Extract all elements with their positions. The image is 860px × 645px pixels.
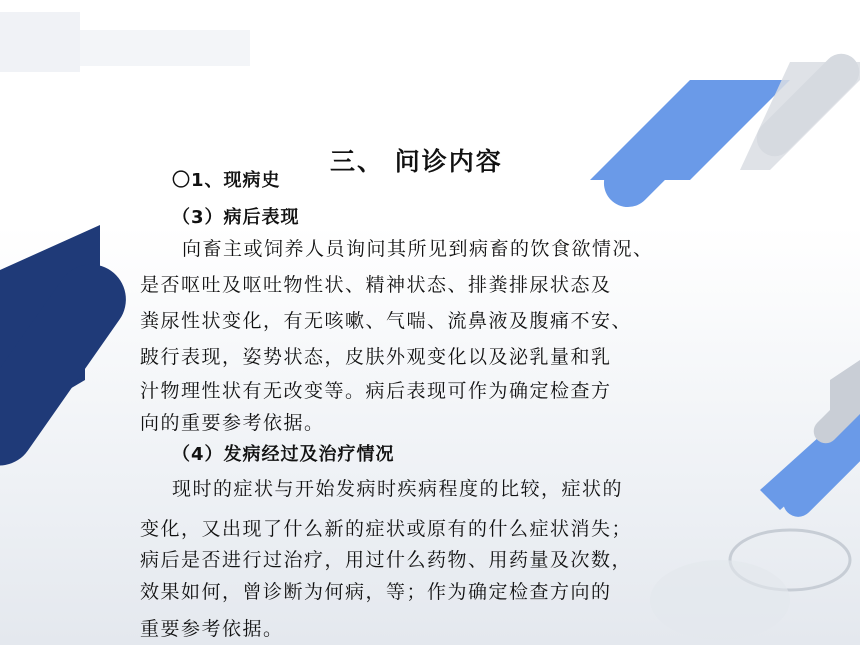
paragraph-line: 效果如何，曾诊断为何病，等；作为确定检查方向的 (140, 581, 612, 603)
paragraph-line: 重要参考依据。 (140, 618, 284, 640)
paragraph-line: 现时的症状与开始发病时疾病程度的比较，症状的 (172, 478, 624, 500)
paragraph-line: 变化，又出现了什么新的症状或原有的什么症状消失； (140, 518, 633, 540)
paragraph-line: 跛行表现，姿势状态，皮肤外观变化以及泌乳量和乳 (140, 346, 612, 368)
subheading-4: （4）发病经过及治疗情况 (172, 444, 395, 465)
subheading-3: （3）病后表现 (172, 207, 300, 228)
paragraph-line: 病后是否进行过治疗，用过什么药物、用药量及次数， (140, 549, 633, 571)
paragraph-line: 汁物理性状有无改变等。病后表现可作为确定检查方 (140, 380, 612, 402)
paragraph-line: 向的重要参考依据。 (140, 412, 325, 434)
slide-title: 三、 问诊内容 (330, 147, 503, 176)
paragraph-line: 向畜主或饲养人员询问其所见到病畜的饮食欲情况、 (182, 238, 654, 260)
section-heading: 〇1、现病史 (172, 170, 281, 191)
paragraph-line: 是否呕吐及呕吐物性状、精神状态、排粪排尿状态及 (140, 274, 612, 296)
paragraph-line: 粪尿性状变化，有无咳嗽、气喘、流鼻液及腹痛不安、 (140, 310, 633, 332)
